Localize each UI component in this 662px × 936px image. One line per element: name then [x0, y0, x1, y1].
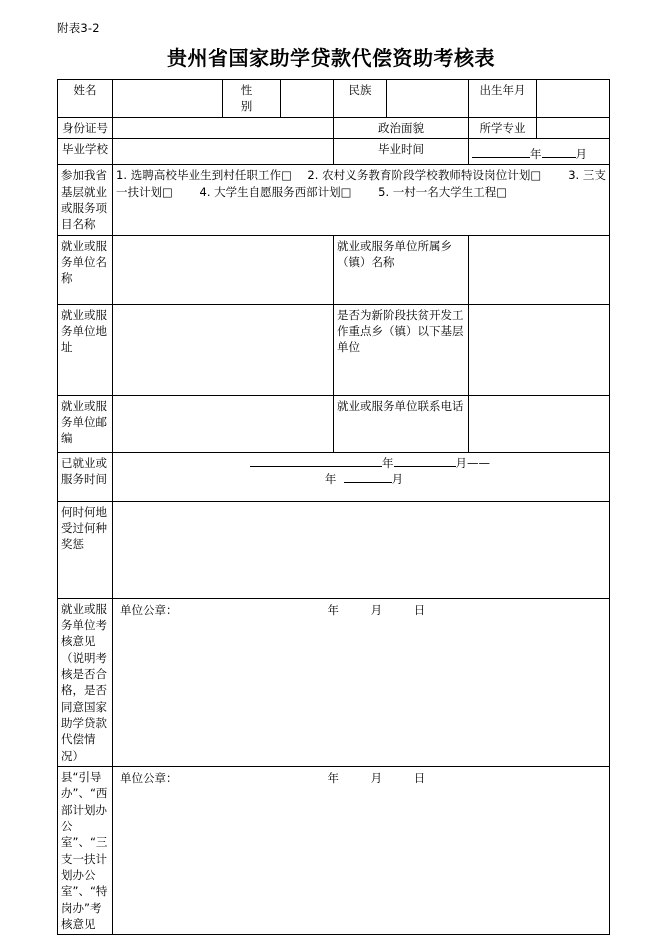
label-unit-phone: 就业或服务单位联系电话: [334, 395, 469, 452]
employment-period-dash: ——: [467, 455, 490, 470]
label-id-number: 身份证号: [58, 117, 113, 138]
assessment-form-table: [57, 79, 610, 935]
label-unit-zip: 就业或服务单位邮编: [58, 395, 113, 452]
label-gender: 性 别: [223, 80, 281, 118]
county-opinion-date-label: 年 月 日: [327, 770, 440, 785]
employment-end-month-blank[interactable]: [344, 482, 392, 483]
employment-end-month-suffix: 月: [391, 471, 404, 486]
employment-start-year-suffix: 年: [382, 455, 394, 470]
label-unit-name: 就业或服务单位名称: [58, 235, 113, 304]
unit-opinion-seal-label: 单位公章：: [120, 602, 178, 617]
label-name: 姓名: [58, 80, 113, 118]
table-row-personal-name: [58, 80, 610, 118]
field-unit-township-value[interactable]: [469, 235, 610, 304]
label-graduation-school: 毕业学校: [58, 138, 113, 164]
table-row-project-name: [58, 165, 610, 235]
employment-start-month-suffix: 月: [455, 455, 467, 470]
field-graduation-time-value[interactable]: [469, 138, 610, 164]
county-opinion-seal-label: 单位公章：: [120, 770, 178, 785]
graduation-year-blank[interactable]: [472, 157, 530, 158]
table-row-county-opinion: [58, 766, 610, 934]
field-major-value[interactable]: [537, 117, 610, 138]
field-unit-phone-value[interactable]: [469, 395, 610, 452]
table-row-unit-name: [58, 235, 610, 304]
label-unit-address: 就业或服务单位地址: [58, 304, 113, 395]
table-row-awards-penalties: [58, 501, 610, 598]
table-row-id-number: [58, 117, 610, 138]
page-title: 贵州省国家助学贷款代偿资助考核表: [167, 46, 495, 70]
label-employment-period: 已就业或服务时间: [58, 452, 113, 501]
label-political-status: 政治面貌: [334, 117, 469, 138]
label-unit-township: 就业或服务单位所属乡（镇）名称: [334, 235, 469, 304]
field-county-opinion-value[interactable]: [113, 766, 610, 934]
label-unit-opinion: 就业或服务单位考核意见（说明考核是否合格，是否同意国家助学贷款代偿情况）: [58, 598, 113, 766]
field-employment-period-value[interactable]: [113, 452, 610, 501]
table-row-unit-opinion: [58, 598, 610, 766]
field-poverty-key-township-value[interactable]: [469, 304, 610, 395]
label-county-opinion: 县“引导办”、“西部计划办公室”、“三支一扶计划办公室”、“特岗办”考核意见: [58, 766, 113, 934]
label-project-name: 参加我省基层就业或服务项目名称: [58, 165, 113, 235]
employment-start-month-blank[interactable]: [394, 466, 456, 467]
label-ethnicity: 民族: [334, 80, 387, 118]
employment-start-year-blank[interactable]: [250, 466, 382, 467]
field-awards-penalties-value[interactable]: [113, 501, 610, 598]
table-row-employment-period: [58, 452, 610, 501]
field-unit-name-value[interactable]: [113, 235, 334, 304]
field-birth-date-value[interactable]: [537, 80, 610, 118]
employment-end-year-suffix: 年: [324, 471, 337, 486]
field-ethnicity-value[interactable]: [387, 80, 469, 118]
graduation-month-suffix: 月: [575, 146, 587, 161]
label-poverty-key-township: 是否为新阶段扶贫开发工作重点乡（镇）以下基层单位: [334, 304, 469, 395]
label-major: 所学专业: [469, 117, 537, 138]
field-id-number-value[interactable]: [113, 117, 334, 138]
table-row-unit-zip: [58, 395, 610, 452]
field-name-value[interactable]: [113, 80, 223, 118]
label-birth-date: 出生年月: [469, 80, 537, 118]
table-row-unit-address: [58, 304, 610, 395]
table-row-graduation: [58, 138, 610, 164]
field-unit-address-value[interactable]: [113, 304, 334, 395]
unit-opinion-date-label: 年 月 日: [327, 602, 440, 617]
field-unit-zip-value[interactable]: [113, 395, 334, 452]
graduation-month-blank[interactable]: [542, 157, 576, 158]
field-project-options[interactable]: 1. 选聘高校毕业生到村任职工作□ 2. 农村义务教育阶段学校教师特设岗位计划□ 3. 三支一扶计划□ 4. 大学生自愿服务西部计划□ 5. 一村一名大学生工程□: [113, 165, 610, 235]
document-reference-label: 附表3-2: [57, 21, 100, 35]
label-graduation-time: 毕业时间: [334, 138, 469, 164]
graduation-year-suffix: 年: [530, 146, 542, 161]
field-unit-opinion-value[interactable]: [113, 598, 610, 766]
label-awards-penalties: 何时何地受过何种奖惩: [58, 501, 113, 598]
field-graduation-school-value[interactable]: [113, 138, 334, 164]
field-gender-value[interactable]: [281, 80, 334, 118]
